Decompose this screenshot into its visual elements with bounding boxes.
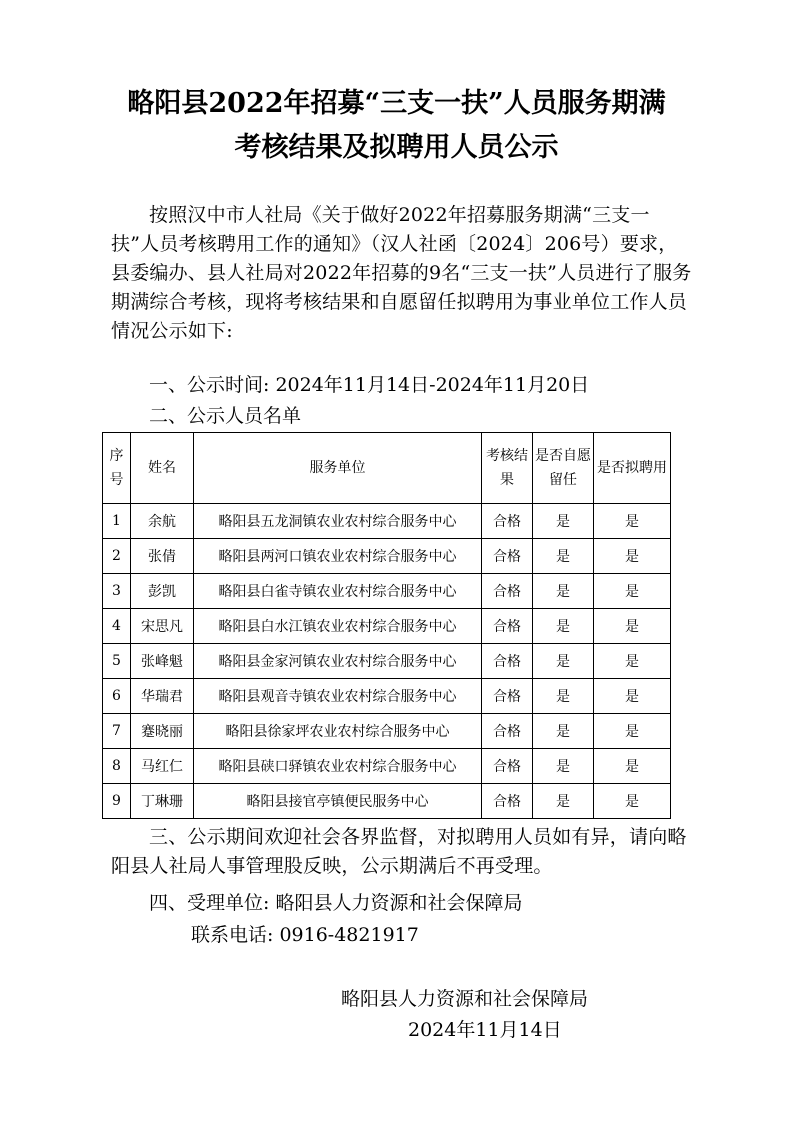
header-hire: 是否拟聘用 [594,433,671,504]
cell-hire: 是 [594,784,671,819]
table-row [103,609,671,644]
signature-date: 2024年11月14日 [408,1019,562,1041]
header-stay: 是否自愿留任 [533,433,594,504]
cell-stay: 是 [533,679,594,714]
table-row [103,679,671,714]
cell-unit: 略阳县白水江镇农业农村综合服务中心 [194,609,482,644]
cell-no: 2 [103,539,131,574]
document-title-line-1: 略阳县2022年招募“三支一扶”人员服务期满 [127,88,666,119]
cell-no: 6 [103,679,131,714]
cell-hire: 是 [594,749,671,784]
cell-hire: 是 [594,609,671,644]
section-1-publicity-period: 一、公示时间: 2024年11月14日-2024年11月20日 [149,374,590,396]
cell-hire: 是 [594,504,671,539]
cell-result: 合格 [482,504,533,539]
cell-stay: 是 [533,504,594,539]
cell-unit: 略阳县接官亭镇便民服务中心 [194,784,482,819]
intro-paragraph [111,201,696,346]
cell-result: 合格 [482,714,533,749]
table-row [103,749,671,784]
cell-hire: 是 [594,539,671,574]
cell-name: 宋思凡 [131,609,194,644]
header-unit: 服务单位 [194,433,482,504]
table-row [103,714,671,749]
intro-text: 按照汉中市人社局《关于做好2022年招募服务期满“三支一扶”人员考核聘用工作的通知》（汉人社函〔2024〕206号）要求，县委编办、县人社局对2022年招募的9名“三支一扶”人员进行了服务期满综合考核，现将考核结果和自愿留任拟聘用为事业单位工作人员情况公示如下: [111,204,692,342]
cell-name: 余航 [131,504,194,539]
cell-stay: 是 [533,539,594,574]
cell-name: 张峰魁 [131,644,194,679]
cell-result: 合格 [482,644,533,679]
cell-no: 8 [103,749,131,784]
table-row [103,504,671,539]
cell-result: 合格 [482,609,533,644]
cell-unit: 略阳县两河口镇农业农村综合服务中心 [194,539,482,574]
cell-unit: 略阳县硖口驿镇农业农村综合服务中心 [194,749,482,784]
cell-name: 彭凯 [131,574,194,609]
table-row [103,539,671,574]
cell-stay: 是 [533,749,594,784]
cell-no: 5 [103,644,131,679]
cell-result: 合格 [482,574,533,609]
cell-name: 张倩 [131,539,194,574]
contact-phone: 联系电话: 0916-4821917 [191,924,419,946]
table-row [103,644,671,679]
cell-no: 9 [103,784,131,819]
cell-name: 华瑞君 [131,679,194,714]
cell-no: 4 [103,609,131,644]
cell-unit: 略阳县金家河镇农业农村综合服务中心 [194,644,482,679]
cell-no: 7 [103,714,131,749]
cell-name: 马红仁 [131,749,194,784]
header-name: 姓名 [131,433,194,504]
cell-unit: 略阳县五龙洞镇农业农村综合服务中心 [194,504,482,539]
signature-organization: 略阳县人力资源和社会保障局 [341,988,589,1010]
section-4-handling-unit: 四、受理单位: 略阳县人力资源和社会保障局 [149,892,523,914]
cell-stay: 是 [533,574,594,609]
section-2-heading: 二、公示人员名单 [149,405,302,427]
table-row [103,574,671,609]
cell-result: 合格 [482,539,533,574]
cell-result: 合格 [482,749,533,784]
cell-hire: 是 [594,644,671,679]
cell-hire: 是 [594,574,671,609]
section-3-text: 三、公示期间欢迎社会各界监督，对拟聘用人员如有异，请向略阳县人社局人事管理股反映，公示期满后不再受理。 [111,826,687,877]
cell-result: 合格 [482,679,533,714]
section-3-paragraph [111,823,696,881]
header-no: 序号 [103,433,131,504]
cell-no: 1 [103,504,131,539]
cell-unit: 略阳县观音寺镇农业农村综合服务中心 [194,679,482,714]
cell-hire: 是 [594,679,671,714]
cell-no: 3 [103,574,131,609]
table-header-row [103,433,671,504]
cell-stay: 是 [533,714,594,749]
header-result: 考核结果 [482,433,533,504]
cell-name: 丁琳珊 [131,784,194,819]
cell-unit: 略阳县白雀寺镇农业农村综合服务中心 [194,574,482,609]
cell-stay: 是 [533,644,594,679]
cell-stay: 是 [533,609,594,644]
cell-stay: 是 [533,784,594,819]
cell-hire: 是 [594,714,671,749]
personnel-table [102,432,671,819]
cell-name: 蹇晓丽 [131,714,194,749]
cell-unit: 略阳县徐家坪农业农村综合服务中心 [194,714,482,749]
cell-result: 合格 [482,784,533,819]
table-row [103,784,671,819]
document-title-line-2: 考核结果及拟聘用人员公示 [234,132,559,163]
